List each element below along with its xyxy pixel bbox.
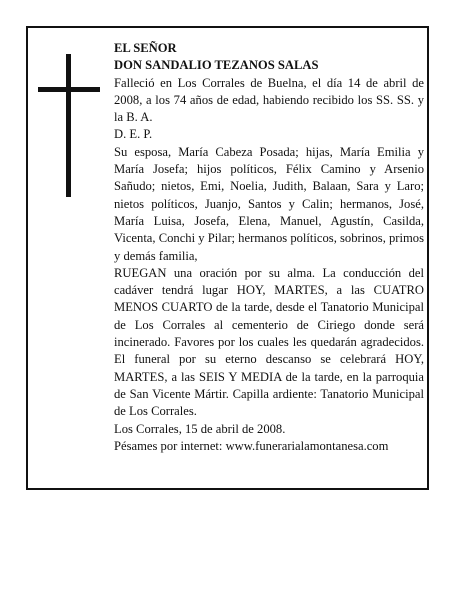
family-list: Su esposa, María Cabeza Posada; hijas, María Emilia y María Josefa; hijos políticos, Félix Camino y Arsenio Sañudo; nietos, Emi, Noelia, Judith, Balaan, Sara y Laro; nietos políticos, Juanjo, Santos y Calin; hermanos, José, María Luisa, Josefa, Elena, Manuel, Agustín, Casilda, Vicenta, Conchi y Pilar; hermanos políticos, sobrinos, primos y demás familia, xyxy=(114,144,424,263)
title-line-1: EL SEÑOR xyxy=(114,41,177,55)
place-date: Los Corrales, 15 de abril de 2008. xyxy=(114,421,286,436)
cross-horizontal-bar xyxy=(38,87,100,92)
obituary-text xyxy=(114,40,424,455)
dep-line: D. E. P. xyxy=(114,127,153,142)
condolences-line: Pésames por internet: www.funerarialamontanesa.com xyxy=(114,438,389,453)
cross-icon xyxy=(38,54,100,197)
funeral-request: RUEGAN una oración por su alma. La conducción del cadáver tendrá lugar HOY, MARTES, a las CUATRO MENOS CUARTO de la tarde, desde el Tanatorio Municipal de Los Corrales al cementerio de Ciriego donde será incinerado. Favores por los cuales les quedarán agradecidos. El funeral por su eterno descanso se celebrará HOY, MARTES, a las SEIS Y MEDIA de la tarde, en la parroquia de San Vicente Mártir. Capilla ardiente: Tanatorio Municipal de Los Corrales. xyxy=(114,265,424,419)
death-info: Falleció en Los Corrales de Buelna, el día 14 de abril de 2008, a los 74 años de edad, habiendo recibido los SS. SS. y la B. A. xyxy=(114,75,424,125)
deceased-name: DON SANDALIO TEZANOS SALAS xyxy=(114,58,319,73)
cross-vertical-bar xyxy=(66,54,71,197)
